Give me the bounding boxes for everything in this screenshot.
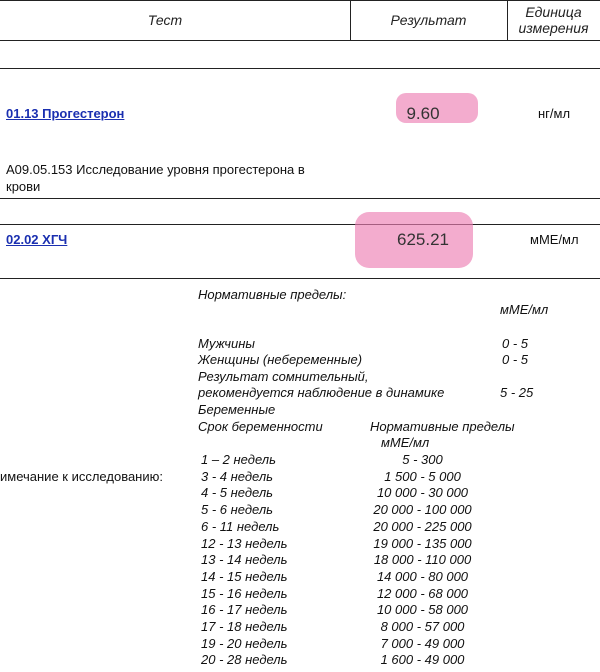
term-cell: 20 - 28 недель — [201, 652, 288, 667]
row2-inner-border — [0, 224, 600, 225]
range-cell: 5 - 300 — [402, 452, 443, 467]
term-cell: 14 - 15 недель — [201, 569, 288, 584]
note-label: имечание к исследованию: — [0, 469, 163, 484]
men-label: Мужчины — [198, 336, 255, 351]
pregnant-label: Беременные — [198, 402, 276, 417]
header-top-border — [0, 0, 600, 1]
range-cell: 1 500 - 5 000 — [384, 469, 461, 484]
note-title: Нормативные пределы: — [198, 287, 347, 302]
term-cell: 19 - 20 недель — [201, 636, 288, 651]
women-label: Женщины (небеременные) — [198, 352, 363, 367]
term-cell: 1 – 2 недель — [201, 452, 276, 467]
term-cell: 16 - 17 недель — [201, 602, 288, 617]
note-unit: мМЕ/мл — [500, 302, 549, 317]
term-cell: 4 - 5 недель — [201, 485, 274, 500]
term-cell: 12 - 13 недель — [201, 536, 288, 551]
range-cell: 19 000 - 135 000 — [373, 536, 472, 551]
description-progesterone-line2: крови — [6, 179, 41, 194]
header-result: Результат — [390, 12, 467, 28]
range-cell: 8 000 - 57 000 — [380, 619, 465, 634]
result-progesterone: 9.60 — [406, 104, 440, 123]
range-cell: 20 000 - 100 000 — [373, 502, 472, 517]
col-norm-header-line1: Нормативные пределы — [370, 419, 515, 434]
result-hcg: 625.21 — [397, 230, 449, 249]
doubtful-value: 5 - 25 — [500, 385, 534, 400]
range-cell: 10 000 - 30 000 — [376, 485, 469, 500]
row2-bottom-border — [0, 278, 600, 279]
range-cell: 20 000 - 225 000 — [373, 519, 472, 534]
women-value: 0 - 5 — [502, 352, 529, 367]
test-link-hcg[interactable]: 02.02 ХГЧ — [6, 232, 68, 247]
unit-progesterone: нг/мл — [538, 106, 571, 121]
term-cell: 5 - 6 недель — [201, 502, 274, 517]
men-value: 0 - 5 — [502, 336, 529, 351]
description-progesterone-line1: А09.05.153 Исследование уровня прогестерона в — [6, 162, 305, 177]
test-link-progesterone[interactable]: 01.13 Прогестерон — [6, 106, 125, 121]
range-cell: 12 000 - 68 000 — [376, 586, 469, 601]
term-cell: 17 - 18 недель — [201, 619, 288, 634]
term-cell: 15 - 16 недель — [201, 586, 288, 601]
range-cell: 1 600 - 49 000 — [380, 652, 465, 667]
header-bottom-border — [0, 40, 600, 41]
col-term-header: Срок беременности — [198, 419, 323, 434]
term-cell: 6 - 11 недель — [201, 519, 280, 534]
doubtful-line2: рекомендуется наблюдение в динамике — [198, 385, 445, 400]
range-cell: 14 000 - 80 000 — [376, 569, 469, 584]
range-cell: 10 000 - 58 000 — [376, 602, 469, 617]
term-cell: 3 - 4 недель — [201, 469, 274, 484]
range-cell: 7 000 - 49 000 — [380, 636, 465, 651]
header-unit-line1: Единица — [525, 4, 582, 20]
header-test: Тест — [147, 12, 183, 28]
col-norm-header-line2: мМЕ/мл — [381, 435, 430, 450]
term-cell: 13 - 14 недель — [201, 552, 288, 567]
unit-hcg: мМЕ/мл — [530, 232, 579, 247]
doubtful-line1: Результат сомнительный, — [198, 369, 369, 384]
row2-top-border — [0, 198, 600, 199]
range-cell: 18 000 - 110 000 — [373, 552, 472, 567]
row1-top-border — [0, 68, 600, 69]
header-unit-line2: измерения — [518, 20, 589, 36]
